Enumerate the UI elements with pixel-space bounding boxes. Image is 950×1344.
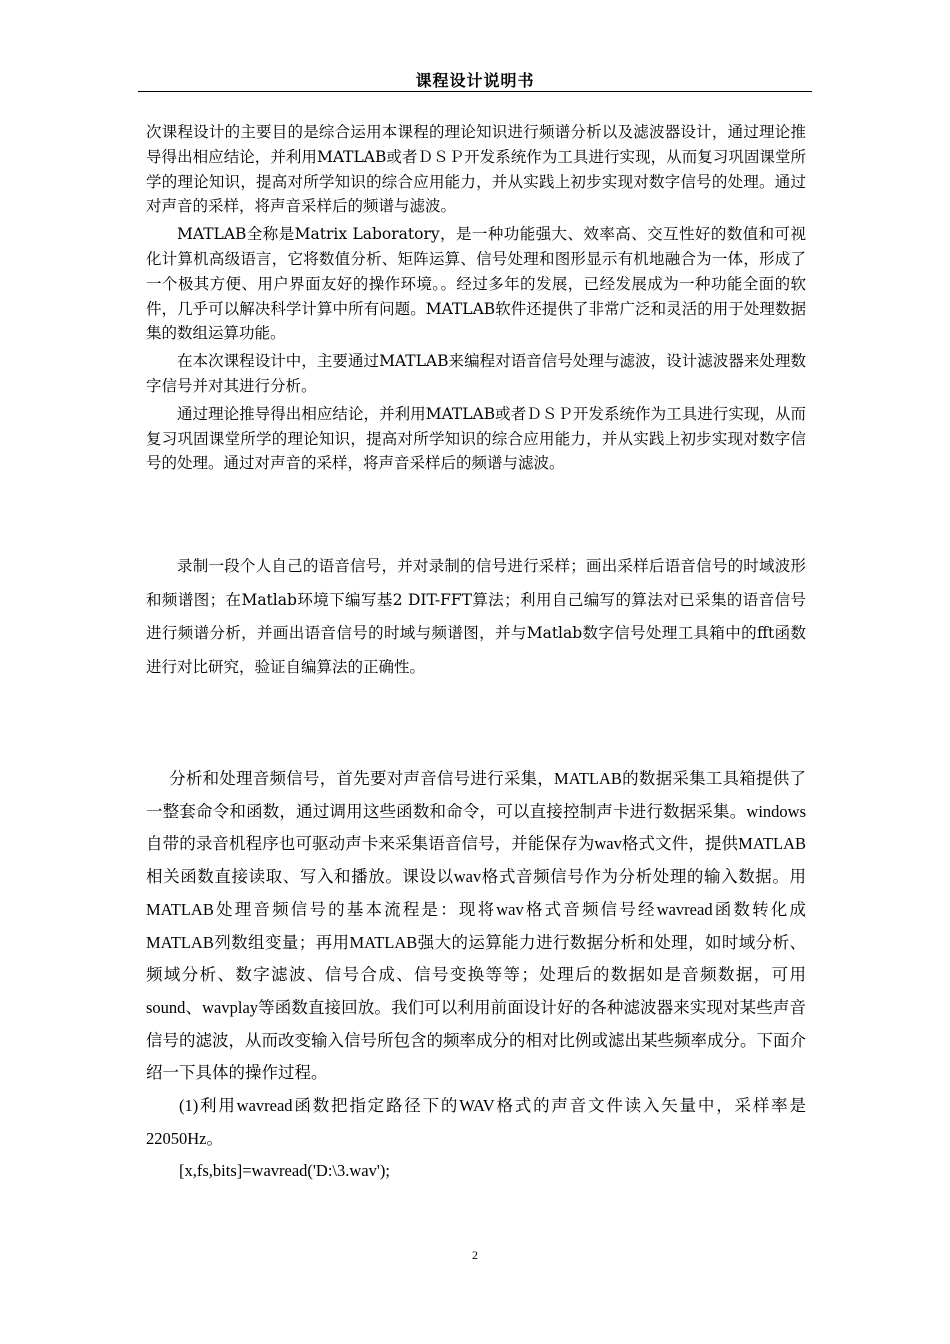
intro-paragraph-matlab: MATLAB全称是Matrix Laboratory，是一种功能强大、效率高、交互性好的数值和可视化计算机高级语言，它将数值分析、矩阵运算、信号处理和图形显示有机地融合为一体，形成了一个极其方便、用户界面友好的操作环境。。经过多年的发展，已经发展成为一种功能全面的软件，几乎可以解决科学计算中所有问题。MATLAB软件还提供了非常广泛和灵活的用于处理数据集的数组运算功能。 [146,225,806,343]
intro-paragraph-theory: 通过理论推导得出相应结论，并利用MATLAB或者ＤＳＰ开发系统作为工具进行实现，从而复习巩固课堂所学的理论知识，提高对所学知识的综合应用能力，并从实践上初步实现对数字信号的处理。通过对声音的采样，将声音采样后的频谱与滤波。 [146,404,806,473]
task-section [146,550,806,684]
intro-section [146,120,806,476]
procedure-paragraph-step1: (1)利用wavread函数把指定路径下的WAV格式的声音文件读入矢量中，采样率是22050Hz。 [146,1096,806,1148]
procedure-paragraph-overview: 分析和处理音频信号，首先要对声音信号进行采集，MATLAB的数据采集工具箱提供了一整套命令和函数，通过调用这些函数和命令，可以直接控制声卡进行数据采集。windows自带的录音机程序也可驱动声卡来采集语音信号，并能保存为wav格式文件，提供MATLAB相关函数直接读取、写入和播放。课设以wav格式音频信号作为分析处理的输入数据。用MATLAB处理音频信号的基本流程是：现将wav格式音频信号经wavread函数转化成MATLAB列数组变量；再用MATLAB强大的运算能力进行数据分析和处理，如时域分析、频域分析、数字滤波、信号合成、信号变换等等；处理后的数据如是音频数据，可用sound、wavplay等函数直接回放。我们可以利用前面设计好的各种滤波器来实现对某些声音信号的滤波，从而改变输入信号所包含的频率成分的相对比例或滤出某些频率成分。下面介绍一下具体的操作过程。 [146,769,806,1083]
intro-paragraph-design: 在本次课程设计中，主要通过MATLAB来编程对语音信号处理与滤波，设计滤波器来处理数字信号并对其进行分析。 [146,352,806,395]
procedure-section [146,763,806,1188]
intro-paragraph-purpose: 次课程设计的主要目的是综合运用本课程的理论知识进行频谱分析以及滤波器设计，通过理论推导得出相应结论，并利用MATLAB或者ＤＳＰ开发系统作为工具进行实现，从而复习巩固课堂所学的理论知识，提高对所学知识的综合应用能力，并从实践上初步实现对数字信号的处理。通过对声音的采样，将声音采样后的频谱与滤波。 [146,123,806,216]
page-number: 2 [472,1248,478,1262]
procedure-code-line: [x,fs,bits]=wavread('D:\3.wav'); [179,1161,390,1181]
task-paragraph: 录制一段个人自己的语音信号，并对录制的信号进行采样；画出采样后语音信号的时域波形和频谱图；在Matlab环境下编写基2 DIT-FFT算法；利用自己编写的算法对已采集的语音信号进行频谱分析，并画出语音信号的时域与频谱图，并与Matlab数字信号处理工具箱中的fft函数进行对比研究，验证自编算法的正确性。 [146,557,806,676]
header-divider [138,91,812,92]
document-header-title: 课程设计说明书 [415,71,535,90]
